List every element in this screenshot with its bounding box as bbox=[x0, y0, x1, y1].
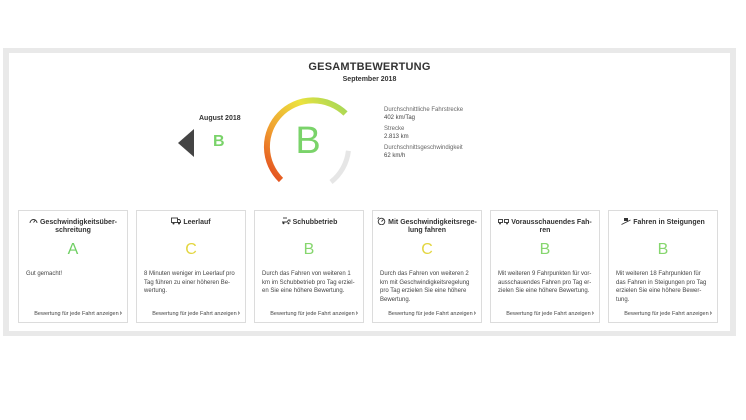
chevron-right-icon: › bbox=[355, 310, 358, 317]
rating-card-speeding bbox=[18, 210, 128, 323]
stat-label: Durchschnittliche Fahrstrecke bbox=[384, 107, 464, 113]
chevron-right-icon: › bbox=[473, 310, 476, 317]
card-grade: B bbox=[539, 241, 551, 258]
incline-icon bbox=[621, 217, 631, 225]
previous-month-label: August 2018 bbox=[199, 115, 241, 122]
card-grade: B bbox=[303, 241, 315, 258]
card-description: 8 Minuten weniger im Leerlauf pro Tag führen zu einer höheren Be-wertung. bbox=[144, 271, 235, 294]
view-trip-ratings-link[interactable]: Bewertung für jede Fahrt anzeigen› bbox=[624, 310, 712, 317]
previous-month-arrow-icon[interactable] bbox=[175, 127, 197, 159]
chevron-right-icon: › bbox=[237, 310, 240, 317]
view-trip-ratings-link[interactable]: Bewertung für jede Fahrt anzeigen› bbox=[388, 310, 476, 317]
card-description: Durch das Fahren von weiteren 2 km mit Geschwindigkeitsregelung pro Tag erzielen Sie eine höhere Bewertung. bbox=[380, 271, 470, 303]
stat-value: 2.813 km bbox=[384, 134, 409, 140]
card-title: Geschwindigkeitsüber-schreitung bbox=[23, 217, 123, 235]
chevron-right-icon: › bbox=[119, 310, 122, 317]
card-description: Gut gemacht! bbox=[26, 271, 63, 277]
driving-stats bbox=[384, 106, 463, 163]
previous-month-grade: B bbox=[213, 133, 225, 150]
anticipation-icon bbox=[498, 217, 509, 225]
rating-card-coasting bbox=[254, 210, 364, 323]
rating-panel bbox=[3, 48, 736, 336]
rating-card-incline bbox=[608, 210, 718, 323]
stat-value: 62 km/h bbox=[384, 153, 406, 159]
cruise-control-icon bbox=[377, 217, 386, 225]
card-grade: A bbox=[67, 241, 79, 258]
card-title: Fahren in Steigungen bbox=[613, 217, 713, 227]
view-trip-ratings-link[interactable]: Bewertung für jede Fahrt anzeigen› bbox=[270, 310, 358, 317]
stat-value: 402 km/Tag bbox=[384, 115, 416, 121]
card-title: Mit Geschwindigkeitsrege-lung fahren bbox=[377, 217, 477, 235]
truck-icon bbox=[171, 217, 181, 225]
card-title: Schubbetrieb bbox=[259, 217, 359, 227]
view-trip-ratings-link[interactable]: Bewertung für jede Fahrt anzeigen› bbox=[152, 310, 240, 317]
card-grade: C bbox=[185, 241, 197, 258]
view-trip-ratings-link[interactable]: Bewertung für jede Fahrt anzeigen› bbox=[34, 310, 122, 317]
rating-panel-content bbox=[9, 53, 730, 331]
overall-grade: B bbox=[295, 120, 321, 162]
card-description: Durch das Fahren von weiteren 1 km im Schubbetrieb pro Tag erziel-en Sie eine höhere Bewertung. bbox=[262, 271, 355, 294]
stat-label: Strecke bbox=[384, 126, 405, 132]
rating-card-anticipation bbox=[490, 210, 600, 323]
card-grade: B bbox=[657, 241, 669, 258]
card-grade: C bbox=[421, 241, 433, 258]
chevron-right-icon: › bbox=[709, 310, 712, 317]
current-month: September 2018 bbox=[342, 76, 397, 83]
view-trip-ratings-link[interactable]: Bewertung für jede Fahrt anzeigen› bbox=[506, 310, 594, 317]
chevron-right-icon: › bbox=[591, 310, 594, 317]
card-title: Vorausschauendes Fah-ren bbox=[495, 217, 595, 235]
stat-label: Durchschnittsgeschwindigkeit bbox=[384, 145, 463, 151]
overall-score-gauge bbox=[255, 89, 367, 195]
speedometer-icon bbox=[29, 217, 38, 225]
rating-card-cruise-control bbox=[372, 210, 482, 323]
card-title: Leerlauf bbox=[141, 217, 241, 227]
rating-card-idling bbox=[136, 210, 246, 323]
page-title: GESAMTBEWERTUNG bbox=[308, 61, 431, 73]
coasting-icon bbox=[281, 217, 291, 225]
card-description: Mit weiteren 18 Fahrpunkten für das Fahren in Steigungen pro Tag erzielen Sie eine höhere Bewer-tung. bbox=[616, 271, 707, 303]
card-description: Mit weiteren 9 Fahrpunkten für vor-ausschauendes Fahren pro Tag er-zielen Sie eine höhere Bewertung. bbox=[498, 271, 592, 294]
